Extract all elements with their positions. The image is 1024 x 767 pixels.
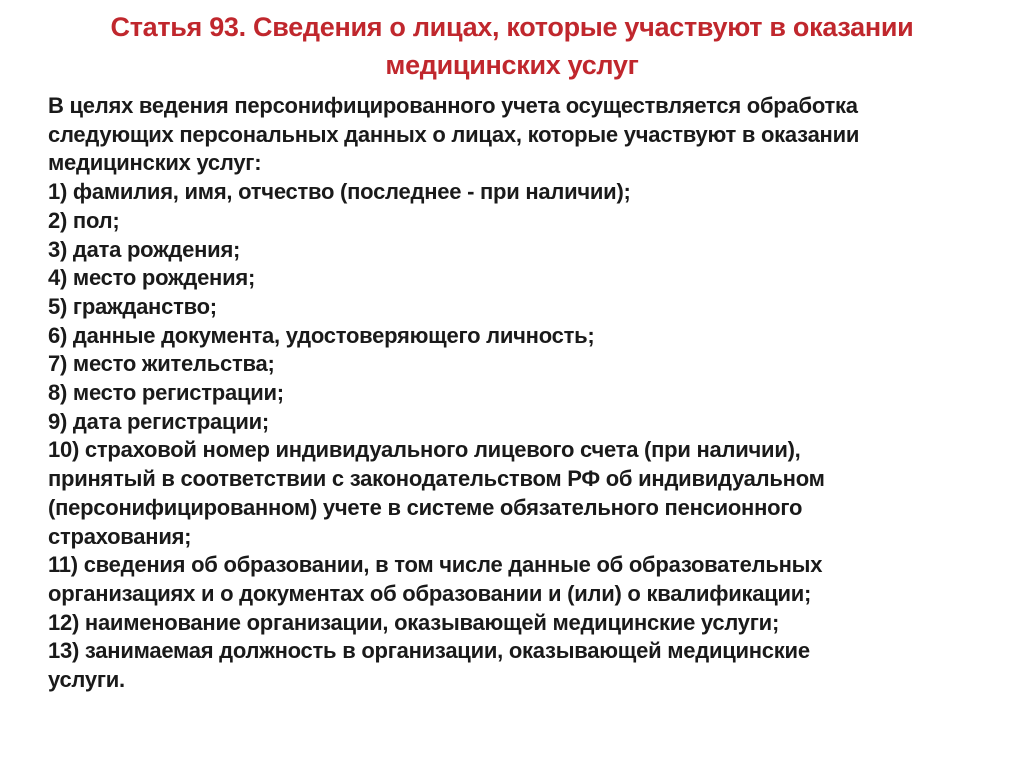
slide-title-line: медицинских услуг [385, 50, 639, 80]
list-item: 8) место регистрации; [48, 380, 284, 406]
list-item: 2) пол; [48, 207, 120, 233]
list-item: 1) фамилия, имя, отчество (последнее - при наличии); [48, 179, 631, 205]
slide-title-line: Статья 93. Сведения о лицах, которые участвуют в оказании [110, 12, 914, 42]
list-item-continuation: принятый в соответствии с законодательством РФ об индивидуальном [48, 466, 825, 492]
list-item: 12) наименование организации, оказывающей медицинские услуги; [48, 609, 780, 635]
list-item: 7) место жительства; [48, 351, 275, 377]
list-item: 5) гражданство; [48, 293, 217, 319]
list-item: 13) занимаемая должность в организации, оказывающей медицинские [48, 638, 810, 664]
list-item: 11) сведения об образовании, в том числе данные об образовательных [48, 552, 823, 578]
list-item-continuation: страхования; [48, 523, 192, 549]
list-item-continuation: услуги. [48, 667, 125, 693]
intro-line: В целях ведения персонифицированного учета осуществляется обработка [48, 93, 858, 118]
slide-title [40, 8, 984, 84]
slide-body [48, 92, 998, 695]
list-item: 6) данные документа, удостоверяющего личность; [48, 322, 595, 348]
list-item: 9) дата регистрации; [48, 408, 269, 434]
list-item: 4) место рождения; [48, 265, 256, 291]
list-item-continuation: (персонифицированном) учете в системе обязательного пенсионного [48, 494, 803, 520]
intro-line: медицинских услуг: [48, 150, 262, 176]
list-item: 3) дата рождения; [48, 236, 241, 262]
list-item: 10) страховой номер индивидуального лицевого счета (при наличии), [48, 437, 801, 463]
intro-line: следующих персональных данных о лицах, которые участвуют в оказании [48, 121, 860, 147]
list-item-continuation: организациях и о документах об образовании и (или) о квалификации; [48, 580, 812, 606]
